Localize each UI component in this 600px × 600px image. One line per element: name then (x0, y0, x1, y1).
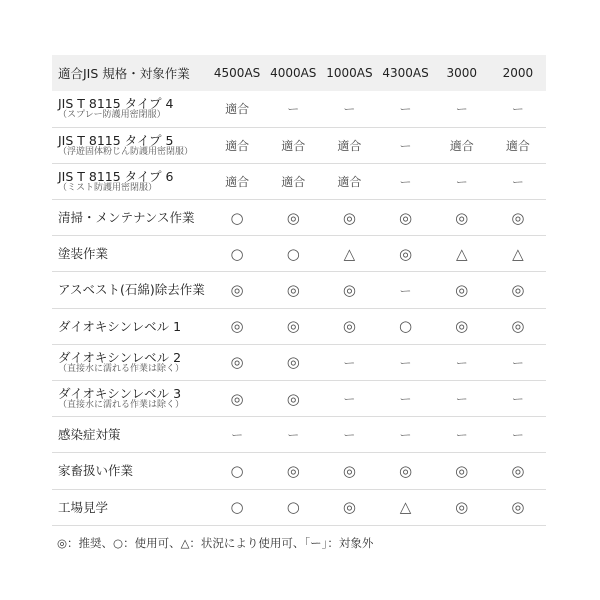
rating-cell: ー (511, 102, 524, 117)
rating-cell: ◎ (399, 244, 413, 263)
row-label (52, 127, 209, 163)
row-label-main: 家畜扱い作業 (58, 463, 134, 479)
column-header: 3000 (446, 66, 477, 80)
rating-cell: ◎ (455, 461, 469, 480)
rating-cell: ◎ (342, 281, 356, 300)
rating-cell: ー (455, 174, 468, 189)
rating-cell: 適合 (281, 138, 306, 153)
rating-cell: ○ (286, 498, 300, 517)
row-label (52, 272, 209, 308)
row-label (52, 344, 209, 380)
legend-footnote: ◎：推奨、○：使用可、△：状況により使用可、「ー」：対象外 (57, 536, 374, 550)
rating-cell: ◎ (455, 281, 469, 300)
rating-cell: ー (343, 102, 356, 117)
rating-cell: ◎ (342, 317, 356, 336)
rating-cell: ー (399, 102, 412, 117)
row-label-sub: （ミスト防護用密閉服） (58, 182, 158, 193)
rating-cell: ○ (399, 317, 413, 336)
rating-cell: ー (455, 392, 468, 407)
rating-cell: △ (399, 498, 412, 517)
row-label (52, 417, 209, 453)
table-row (52, 127, 546, 163)
column-header: 1000AS (326, 66, 373, 80)
column-header: 4000AS (270, 66, 317, 80)
rating-cell: ◎ (399, 208, 413, 227)
rating-cell: ◎ (286, 461, 300, 480)
rating-cell: ー (399, 283, 412, 298)
rating-cell: ー (231, 428, 244, 443)
rating-cell: 適合 (225, 138, 250, 153)
rating-cell: ○ (230, 461, 244, 480)
rating-cell: ー (343, 355, 356, 370)
rating-cell: 適合 (449, 138, 474, 153)
rating-cell: ◎ (230, 281, 244, 300)
row-label-main: JIS T 8115 タイプ 5 (58, 132, 174, 148)
rating-cell: ◎ (511, 461, 525, 480)
rating-cell: 適合 (337, 138, 362, 153)
row-label-sub: （直接水に濡れる作業は除く） (58, 363, 185, 374)
rating-cell: ー (511, 174, 524, 189)
row-label-main: 清掃・メンテナンス作業 (58, 210, 195, 226)
rating-cell: ー (455, 355, 468, 370)
column-header: 4500AS (213, 66, 261, 80)
row-label (52, 489, 209, 525)
rating-cell: ー (455, 428, 468, 443)
rating-cell: ー (287, 428, 300, 443)
rating-cell: ◎ (455, 317, 469, 336)
row-label-sub: （直接水に濡れる作業は除く） (58, 399, 185, 410)
row-label-main: 塗装作業 (58, 246, 109, 262)
rating-cell: △ (455, 244, 468, 263)
row-label-main: JIS T 8115 タイプ 4 (58, 96, 174, 112)
rating-cell: ◎ (455, 208, 469, 227)
row-label (52, 200, 209, 236)
rating-cell: ◎ (511, 498, 525, 517)
table-row (52, 91, 546, 127)
rating-cell: ◎ (286, 353, 300, 372)
rating-cell: ー (343, 392, 356, 407)
row-label (52, 236, 209, 272)
row-label-main: アスベスト(石綿)除去作業 (58, 282, 205, 298)
table-row (52, 453, 546, 489)
rating-cell: ○ (286, 244, 300, 263)
table-row (52, 200, 546, 236)
rating-cell: ー (399, 355, 412, 370)
rating-cell: △ (343, 244, 356, 263)
rating-cell: ◎ (342, 208, 356, 227)
table-row (52, 381, 546, 417)
rating-cell: ◎ (230, 317, 244, 336)
row-label (52, 91, 209, 127)
header-label: 適合JIS 規格・対象作業 (58, 66, 190, 81)
row-label-main: 工場見学 (58, 499, 109, 515)
row-label-main: ダイオキシンレベル 2 (58, 349, 182, 365)
table-row (52, 417, 546, 453)
rating-cell: ◎ (286, 389, 300, 408)
table-header-row (52, 55, 546, 91)
rating-cell: ー (455, 102, 468, 117)
rating-cell: ○ (230, 244, 244, 263)
rating-cell: ー (287, 102, 300, 117)
rating-cell: ◎ (399, 461, 413, 480)
column-header: 4300AS (382, 66, 429, 80)
rating-cell: ○ (230, 208, 244, 227)
row-label (52, 163, 209, 199)
row-label-sub: （浮遊固体粉じん防護用密閉服） (58, 146, 194, 157)
rating-cell: ◎ (342, 461, 356, 480)
table-row (52, 344, 546, 380)
rating-cell: ◎ (511, 208, 525, 227)
rating-cell: ー (399, 174, 412, 189)
rating-cell: ◎ (455, 498, 469, 517)
row-label-main: ダイオキシンレベル 3 (58, 385, 182, 401)
rating-cell: 適合 (225, 102, 250, 117)
rating-cell: 適合 (337, 174, 362, 189)
rating-cell: ◎ (230, 353, 244, 372)
table-row (52, 236, 546, 272)
rating-cell: ◎ (342, 498, 356, 517)
row-label (52, 308, 209, 344)
row-label-main: 感染症対策 (58, 427, 121, 443)
rating-cell: ー (399, 428, 412, 443)
rating-cell: ー (511, 392, 524, 407)
table-row (52, 272, 546, 308)
rating-cell: ◎ (511, 281, 525, 300)
row-label (52, 453, 209, 489)
rating-cell: 適合 (281, 174, 306, 189)
compatibility-table (52, 55, 546, 526)
table-row (52, 489, 546, 525)
rating-cell: 適合 (225, 174, 250, 189)
rating-cell: ー (399, 138, 412, 153)
rating-cell: ー (343, 428, 356, 443)
table-row (52, 163, 546, 199)
rating-cell: ◎ (230, 389, 244, 408)
rating-cell: ◎ (286, 208, 300, 227)
rating-cell: ◎ (286, 317, 300, 336)
row-label (52, 381, 209, 417)
rating-cell: ー (511, 428, 524, 443)
rating-cell: ー (511, 355, 524, 370)
table-row (52, 308, 546, 344)
rating-cell: ○ (230, 498, 244, 517)
rating-cell: ◎ (511, 317, 525, 336)
rating-cell: ー (399, 392, 412, 407)
column-header: 2000 (502, 66, 534, 80)
rating-cell: 適合 (505, 138, 530, 153)
rating-cell: △ (512, 244, 524, 263)
row-label-main: JIS T 8115 タイプ 6 (58, 168, 174, 184)
row-label-sub: （スプレー防護用密閉服） (58, 110, 166, 121)
compatibility-table-wrap (52, 55, 546, 526)
row-label-main: ダイオキシンレベル 1 (58, 318, 182, 334)
rating-cell: ◎ (286, 281, 300, 300)
